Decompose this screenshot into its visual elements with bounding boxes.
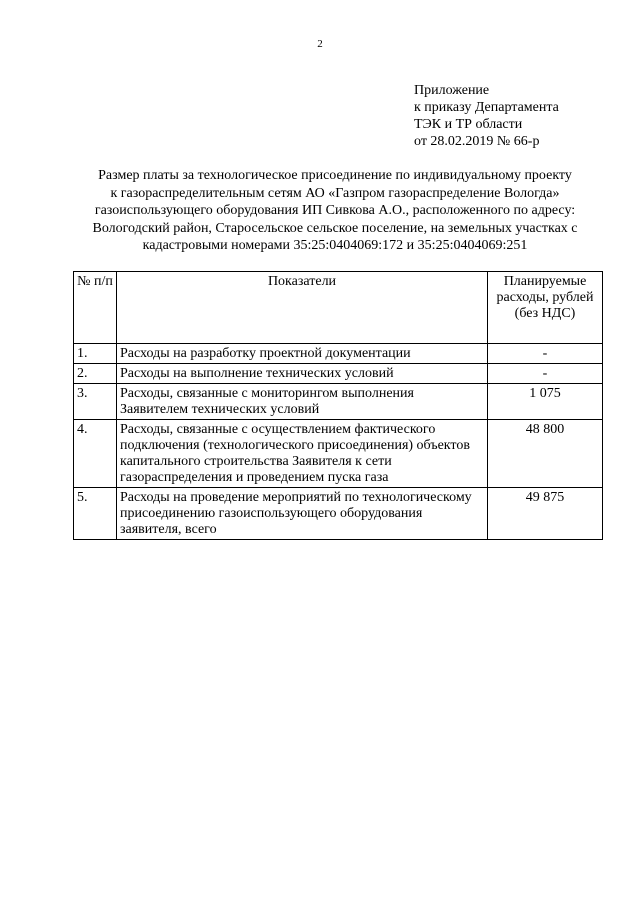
table-row (74, 420, 603, 488)
row-number: 2. (74, 364, 117, 384)
approval-block (414, 82, 559, 150)
page-number: 2 (317, 38, 323, 50)
title-line: Вологодский район, Старосельское сельское поселение, на земельных участках с (92, 220, 578, 236)
table-row (74, 384, 603, 420)
row-indicator: Расходы, связанные с осуществлением фактического подключения (технологического присоединения) объектов капитального строительства Заявителя к сети газораспределения и проведением пуска газа (117, 420, 488, 488)
row-cost: - (488, 364, 603, 384)
approval-line: Приложение (414, 83, 490, 98)
document-title (60, 167, 610, 255)
approval-line: к приказу Департамента (414, 100, 559, 115)
row-indicator: Расходы, связанные с мониторингом выполнения Заявителем технических условий (117, 384, 488, 420)
row-cost: - (488, 344, 603, 364)
table-row (74, 364, 603, 384)
row-number: 4. (74, 420, 117, 488)
header-number: № п/п (74, 272, 117, 344)
table-header-row (74, 272, 603, 344)
row-number: 1. (74, 344, 117, 364)
costs-table (73, 271, 603, 540)
header-indicator: Показатели (117, 272, 488, 344)
title-line: Размер платы за технологическое присоединение по индивидуальному проекту (98, 168, 572, 183)
row-indicator: Расходы на проведение мероприятий по технологическому присоединению газоиспользующего оборудования заявителя, всего (117, 488, 488, 540)
header-cost: Планируемые расходы, рублей (без НДС) (488, 272, 603, 344)
row-cost: 49 875 (488, 488, 603, 540)
row-cost: 48 800 (488, 420, 603, 488)
row-indicator: Расходы на выполнение технических условий (117, 364, 488, 384)
row-cost: 1 075 (488, 384, 603, 420)
approval-line: ТЭК и ТР области (414, 117, 523, 132)
title-line: газоиспользующего оборудования ИП Сивкова А.О., расположенного по адресу: (94, 203, 576, 218)
row-number: 3. (74, 384, 117, 420)
title-line: к газораспределительным сетям АО «Газпром газораспределение Вологда» (110, 185, 560, 201)
row-indicator: Расходы на разработку проектной документации (117, 344, 488, 364)
table-row (74, 344, 603, 364)
title-line: кадастровыми номерами 35:25:0404069:172 и 35:25:0404069:251 (142, 238, 528, 253)
row-number: 5. (74, 488, 117, 540)
table-row (74, 488, 603, 540)
approval-line: от 28.02.2019 № 66-р (414, 134, 540, 149)
